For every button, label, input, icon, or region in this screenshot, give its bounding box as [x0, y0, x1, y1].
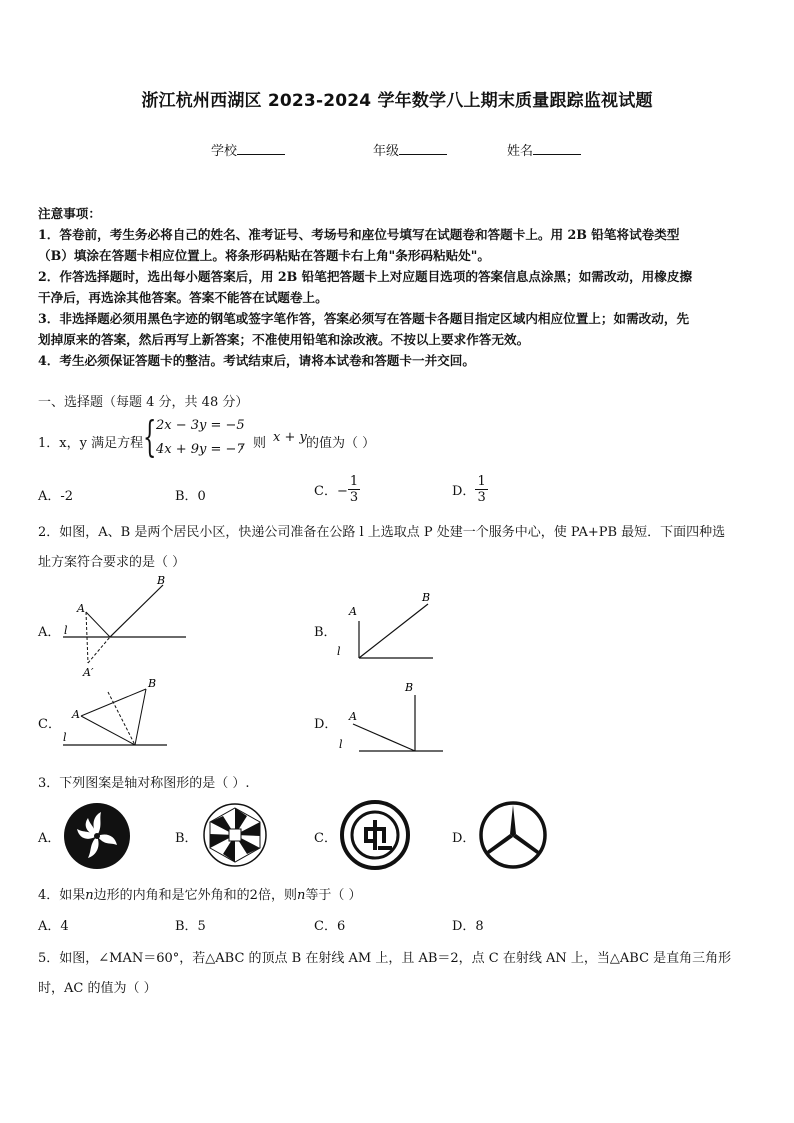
svg-text:B: B	[422, 591, 431, 604]
fraction: $\frac{1}{3}$	[349, 474, 359, 505]
svg-text:l: l	[339, 738, 343, 751]
q1-expr: x + y	[273, 430, 307, 445]
q1-option-d[interactable]	[452, 474, 488, 505]
q1-prefix: 1．x，y 满足方程	[38, 436, 144, 451]
pinwheel-icon	[202, 802, 268, 868]
svg-text:l: l	[64, 624, 68, 637]
q4-stem: 4．如果n边形的内角和是它外角和的2倍，则n等于（ ）	[38, 888, 362, 903]
notice-heading: 注意事项：	[38, 206, 101, 221]
q2-option-c[interactable]: C．	[38, 717, 61, 732]
name-label: 姓名	[507, 144, 534, 159]
bauhinia-emblem-icon	[63, 802, 131, 870]
school-field[interactable]	[211, 140, 285, 159]
q2-option-a[interactable]: A．	[38, 625, 61, 640]
svg-text:A: A	[77, 602, 85, 615]
q3-stem: 3．下列图案是轴对称图形的是（ ）.	[38, 776, 250, 791]
q1-option-d-label: D．	[452, 484, 476, 499]
system-brace: {	[143, 412, 157, 461]
notice-item: 干净后，再选涂其他答案。答案不能答在试题卷上。	[38, 290, 328, 305]
svg-text:B: B	[157, 574, 166, 587]
q1-option-a[interactable]: A．-2	[38, 489, 74, 504]
svg-text:l: l	[337, 645, 341, 658]
grade-field[interactable]	[373, 140, 447, 159]
q2-diagram-a	[55, 572, 195, 682]
three-pointed-star-icon	[478, 800, 548, 870]
q2-diagram-c	[55, 672, 175, 752]
q3-option-b[interactable]: B．	[175, 831, 198, 846]
page-title: 浙江杭州西湖区 2023-2024 学年数学八上期末质量跟踪监视试题	[141, 91, 653, 111]
q3-option-a[interactable]: A．	[38, 831, 61, 846]
q4-option-d[interactable]: D．8	[452, 919, 484, 934]
svg-text:A: A	[349, 710, 357, 723]
section-heading: 一、选择题（每题 4 分，共 48 分）	[38, 395, 249, 410]
svg-text:B: B	[405, 681, 414, 694]
svg-text:l: l	[63, 731, 67, 744]
q3-option-c[interactable]: C．	[314, 831, 337, 846]
q1-option-b[interactable]: B．0	[175, 489, 206, 504]
q4-option-b[interactable]: B．5	[175, 919, 206, 934]
q1-eq2: 4x + 9y = −7	[156, 442, 245, 457]
q2-diagram-d	[333, 676, 448, 756]
notice-item: 1．答卷前，考生务必将自己的姓名、准考证号、考场号和座位号填写在试题卷和答题卡上。用 2B 铅笔将试卷类型	[38, 227, 680, 242]
svg-text:A: A	[72, 708, 80, 721]
notice-item: 4．考生必须保证答题卡的整洁。考试结束后，请将本试卷和答题卡一并交回。	[38, 353, 475, 368]
q1-suffix2: 的值为（ ）	[306, 436, 376, 451]
svg-text:B: B	[148, 677, 157, 690]
q5-stem-line1: 5．如图，∠MAN＝60°，若△ABC 的顶点 B 在射线 AM 上，且 AB＝2，点 C 在射线 AN 上，当△ABC 是直角三角形	[38, 951, 732, 966]
school-label: 学校	[211, 144, 238, 159]
notice-item: 2．作答选择题时，选出每小题答案后，用 2B 铅笔把答题卡上对应题目选项的答案信息点涂黑；如需改动，用橡皮擦	[38, 269, 693, 284]
round-emblem-icon	[340, 800, 410, 870]
name-field[interactable]	[507, 140, 581, 159]
q5-stem-line2: 时，AC 的值为（ ）	[38, 981, 157, 996]
q2-stem-line1: 2．如图，A、B 是两个居民小区，快递公司准备在公路 l 上选取点 P 处建一个服务中心，使 PA+PB 最短．下面四种选	[38, 525, 726, 540]
q1-eq1: 2x − 3y = −5	[156, 418, 245, 433]
q1-suffix1: ，则	[240, 436, 267, 451]
notice-item: 划掉原来的答案，然后再写上新答案；不准使用铅笔和涂改液。不按以上要求作答无效。	[38, 332, 530, 347]
notice-item: （B）填涂在答题卡相应位置上。将条形码粘贴在答题卡右上角"条形码粘贴处"。	[38, 248, 490, 263]
svg-text:A′: A′	[83, 666, 94, 679]
svg-text:A: A	[349, 605, 357, 618]
q2-option-b[interactable]: B．	[314, 625, 337, 640]
q2-stem-line2: 址方案符合要求的是（ ）	[38, 555, 186, 570]
grade-label: 年级	[373, 144, 400, 159]
q3-option-d[interactable]: D．	[452, 831, 476, 846]
q2-option-d[interactable]: D．	[314, 717, 338, 732]
q4-option-c[interactable]: C．6	[314, 919, 346, 934]
q4-option-a[interactable]: A．4	[38, 919, 69, 934]
q2-diagram-b	[333, 587, 443, 667]
fraction: $\frac{1}{3}$	[477, 474, 486, 505]
q1-option-c-label: C．−	[314, 484, 348, 499]
notice-item: 3．非选择题必须用黑色字迹的钢笔或签字笔作答，答案必须写在答题卡各题目指定区域内相应位置上；如需改动，先	[38, 311, 690, 326]
q1-option-c[interactable]	[314, 474, 360, 505]
